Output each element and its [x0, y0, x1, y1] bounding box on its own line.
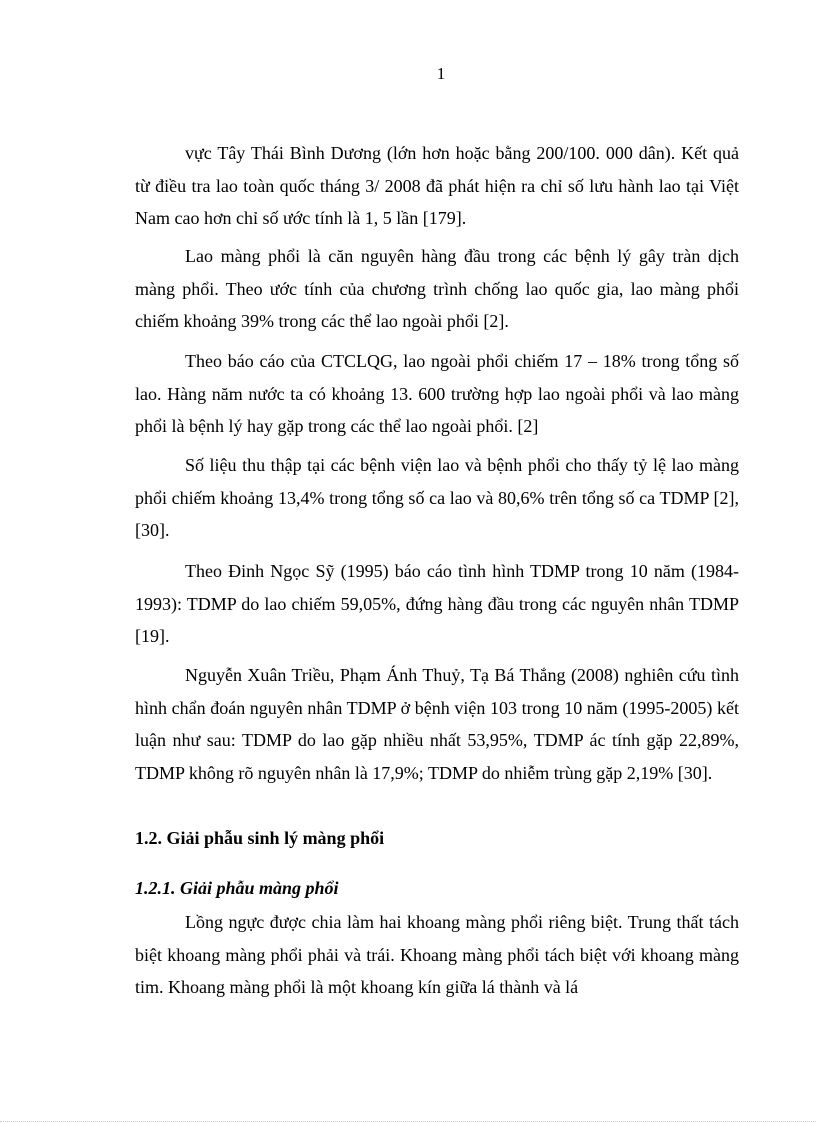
paragraph-dinh-ngoc-sy: Theo Đinh Ngọc Sỹ (1995) báo cáo tình hình TDMP trong 10 năm (1984-1993): TDMP do lao chiếm 59,05%, đứng hàng đầu trong các nguyên nhân TDMP [19].: [135, 561, 739, 646]
paragraph-nguyen-xuan-trieu: Nguyễn Xuân Triều, Phạm Ánh Thuỷ, Tạ Bá Thắng (2008) nghiên cứu tình hình chẩn đoán nguyên nhân TDMP ở bệnh viện 103 trong 10 năm (1995-2005) kết luận như sau: TDMP do lao gặp nhiều nhất 53,95%, TDMP ác tính gặp 22,89%, TDMP không rõ nguyên nhân là 17,9%; TDMP do nhiễm trùng gặp 2,19% [30].: [135, 665, 739, 783]
paragraph-ctclqg-report: Theo báo cáo của CTCLQG, lao ngoài phổi chiếm 17 – 18% trong tổng số lao. Hàng năm nước ta có khoảng 13. 600 trường hợp lao ngoài phổi và lao màng phổi là bệnh lý hay gặp trong các thể lao ngoài phổi. [2]: [135, 351, 739, 436]
paragraph-hospital-data: Số liệu thu thập tại các bệnh viện lao và bệnh phổi cho thấy tỷ lệ lao màng phổi chiếm khoảng 13,4% trong tổng số ca lao và 80,6% trên tổng số ca TDMP [2],[30].: [135, 455, 739, 540]
subsection-heading: 1.2.1. Giải phẫu màng phổi: [135, 878, 339, 898]
paragraph-pleural-anatomy: Lồng ngực được chia làm hai khoang màng phổi riêng biệt. Trung thất tách biệt khoang màng phổi phải và trái. Khoang màng phổi tách biệt với khoang màng tim. Khoang màng phổi là một khoang kín giữa lá thành và lá: [135, 912, 739, 997]
section-heading: 1.2. Giải phẫu sinh lý màng phổi: [135, 828, 385, 848]
paragraph-tb-pacific-prevalence: vực Tây Thái Bình Dương (lớn hơn hoặc bằng 200/100. 000 dân). Kết quả từ điều tra lao toàn quốc tháng 3/ 2008 đã phát hiện ra chỉ số lưu hành lao tại Việt Nam cao hơn chỉ số ước tính là 1, 5 lần [179].: [135, 143, 739, 228]
paragraph-pleural-tb-cause: Lao màng phổi là căn nguyên hàng đầu trong các bệnh lý gây tràn dịch màng phổi. Theo ước tính của chương trình chống lao quốc gia, lao màng phổi chiếm khoảng 39% trong các thể lao ngoài phổi [2].: [135, 246, 739, 331]
page-bottom-divider: [0, 1121, 816, 1122]
page-number: 1: [436, 64, 446, 83]
